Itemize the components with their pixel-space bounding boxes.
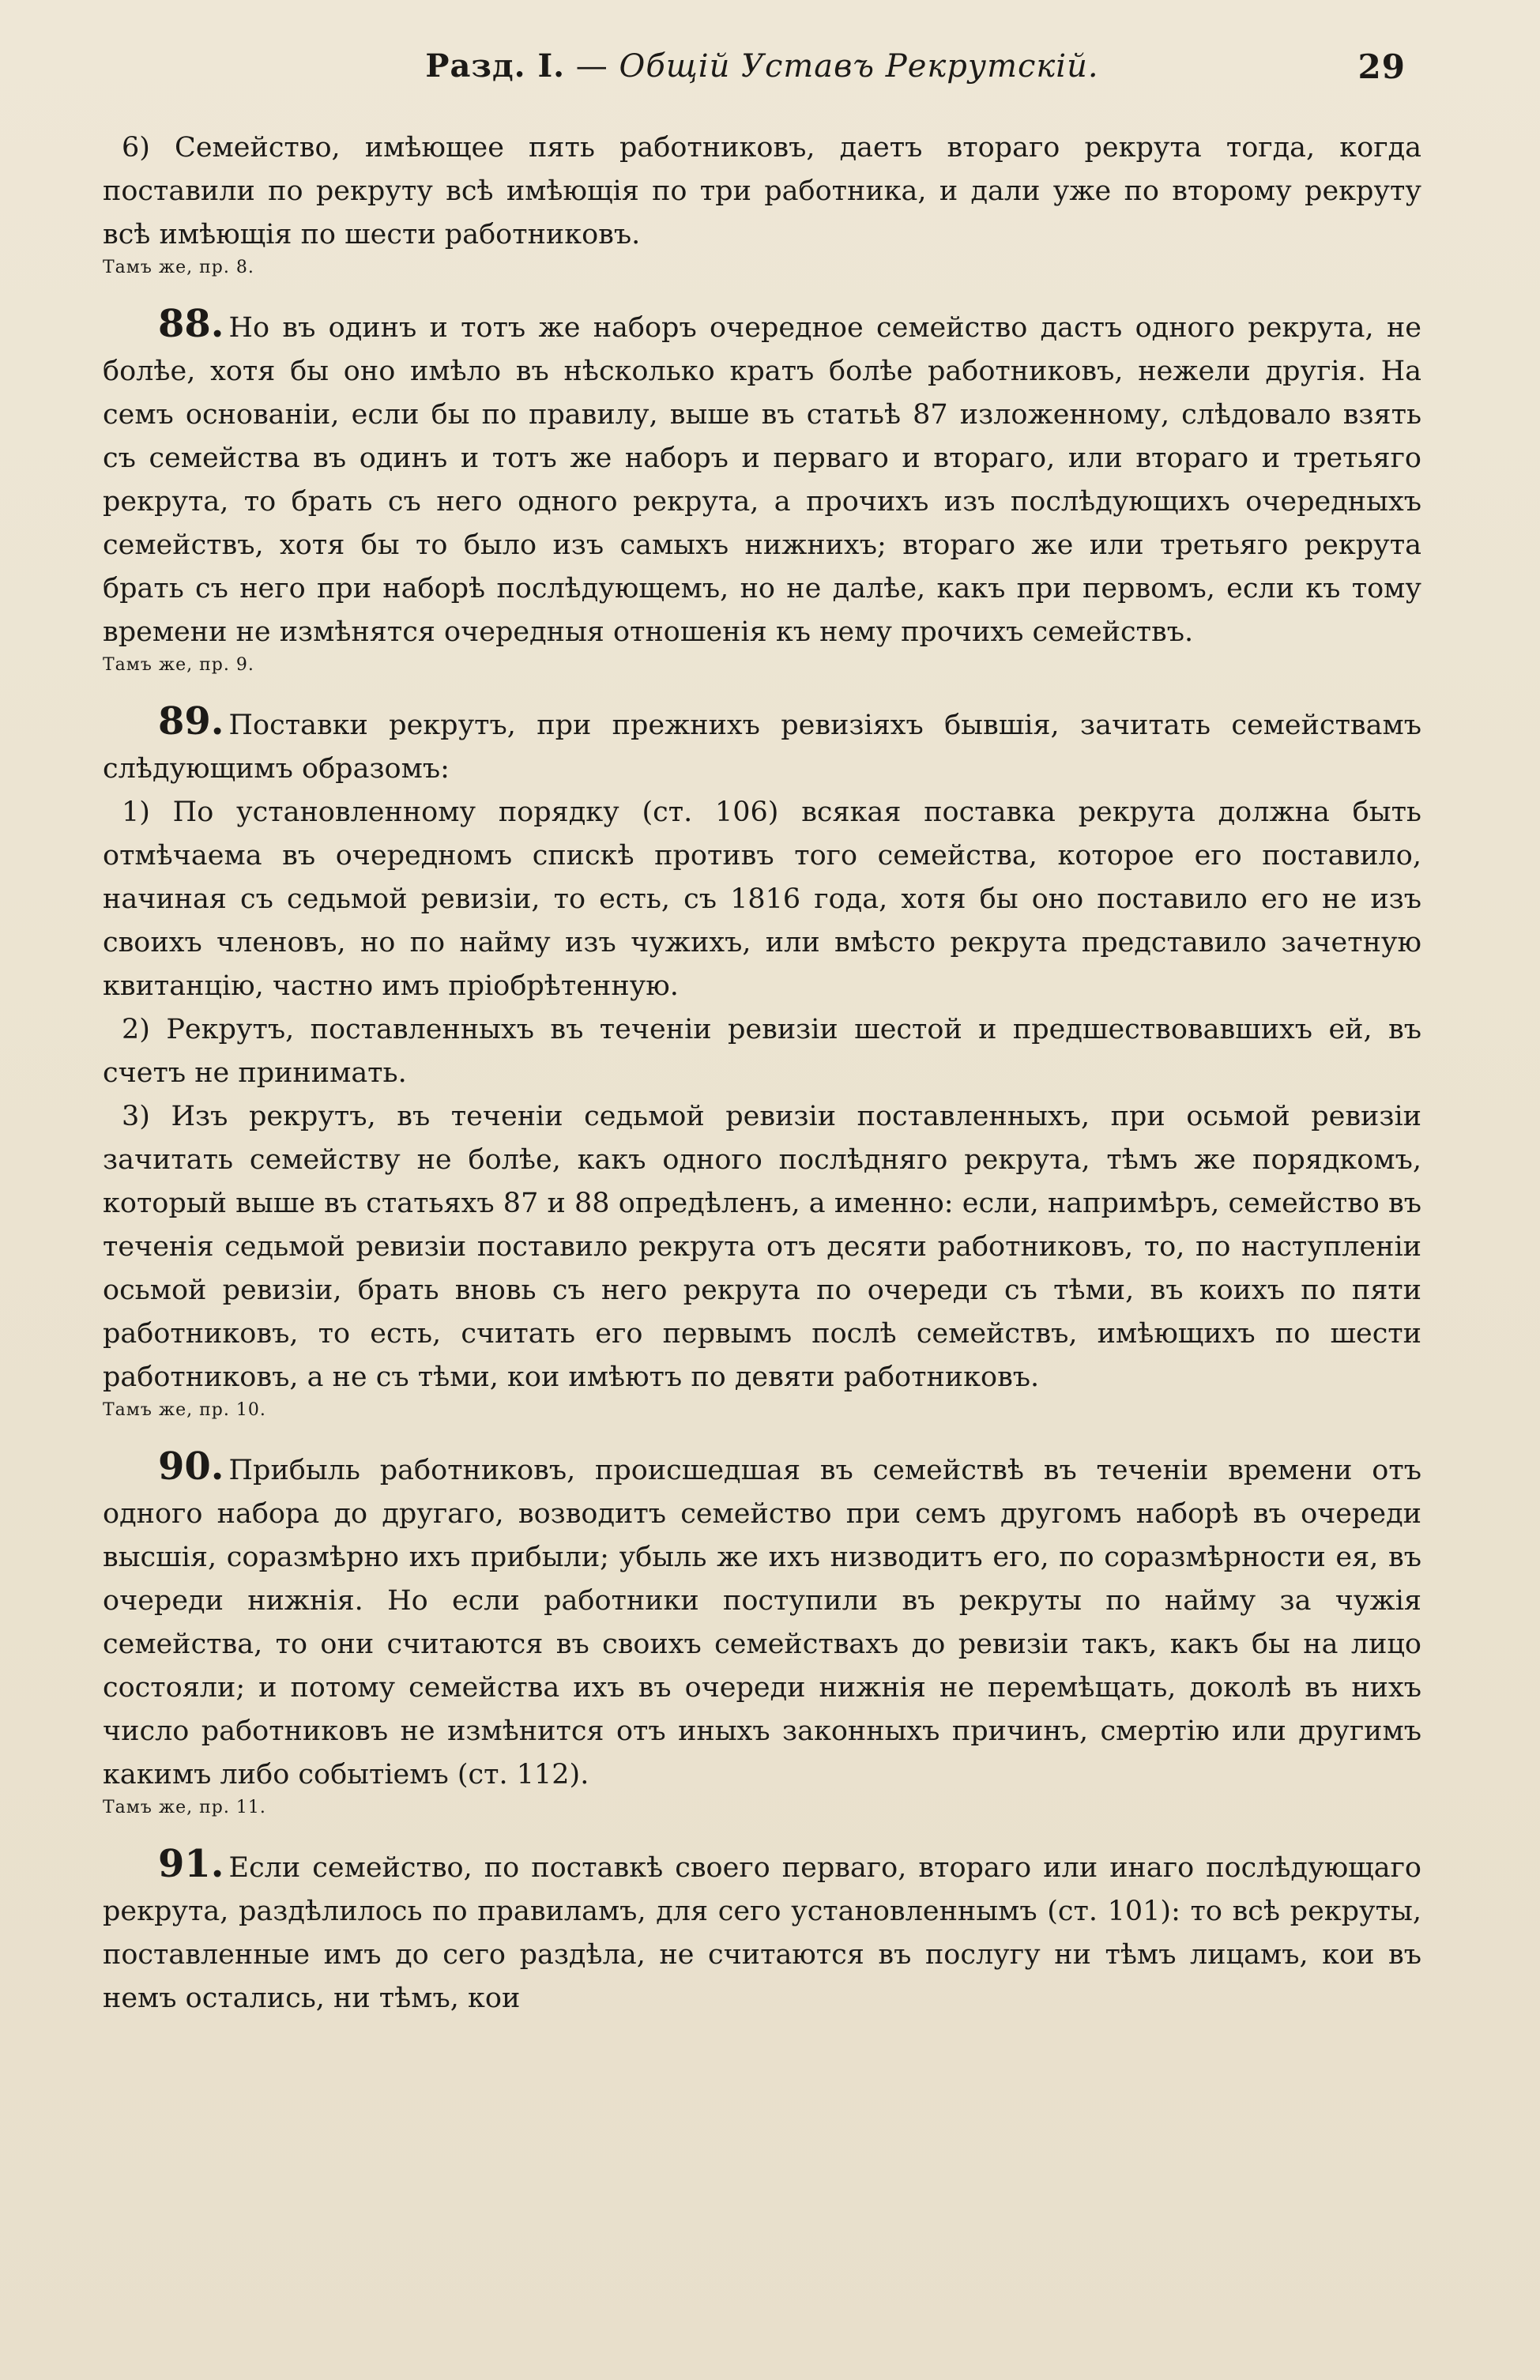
- source-note: Тамъ же, пр. 9.: [103, 655, 254, 675]
- page-number: 29: [1357, 47, 1406, 86]
- article-number: 91.: [158, 1842, 224, 1886]
- article-text: Если семейство, по поставкѣ своего перваго, втораго или инаго послѣдующаго рекрута, раздѣлилось по правиламъ, для сего установленнымъ (ст. 101): то всѣ рекруты, поставленные имъ до сего раздѣла, не считаются въ послугу ни тѣмъ лицамъ, кои въ немъ остались, ни тѣмъ, кои: [103, 1852, 1421, 2014]
- article-88: [103, 303, 1421, 676]
- source-note: Тамъ же, пр. 10.: [103, 1400, 266, 1420]
- source-note: Тамъ же, пр. 11.: [103, 1798, 266, 1817]
- article-number: 90.: [158, 1444, 224, 1489]
- item-2: 2) Рекрутъ, поставленныхъ въ теченіи ревизіи шестой и предшествовавшихъ ей, въ счетъ не принимать.: [103, 1014, 1421, 1089]
- article-text: Прибыль работниковъ, происшедшая въ семействѣ въ теченіи времени отъ одного набора до другаго, возводитъ семейство при семъ другомъ наборѣ въ очереди высшія, соразмѣрно ихъ прибыли; убыль же ихъ низводитъ его, по соразмѣрности ея, въ очереди нижнія. Но если работники поступили въ рекруты по найму за чужія семейства, то они считаются въ своихъ семействахъ до ревизіи такъ, какъ бы на лицо состояли; и потому семейства ихъ въ очереди нижнія не перемѣщать, доколѣ въ нихъ число работниковъ не измѣнится отъ иныхъ законныхъ причинъ, смертію или другимъ какимъ либо событіемъ (ст. 112).: [103, 1455, 1421, 1791]
- item-6: 6) Семейство, имѣющее пять работниковъ, даетъ втораго рекрута тогда, когда поставили по рекруту всѣ имѣющія по три работника, и дали уже по второму рекруту всѣ имѣющія по шести работниковъ.: [103, 132, 1421, 250]
- article-number: 88.: [158, 302, 224, 346]
- item-3: 3) Изъ рекрутъ, въ теченіи седьмой ревизіи поставленныхъ, при осьмой ревизіи зачитать семейству не болѣе, какъ одного послѣдняго рекрута, тѣмъ же порядкомъ, который выше въ статьяхъ 87 и 88 опредѣленъ, а именно: если, напримѣръ, семейство въ теченія седьмой ревизіи поставило рекрута отъ десяти работниковъ, то, по наступленіи осьмой ревизіи, брать вновь съ него рекрута по очереди съ тѣми, въ коихъ по пяти работниковъ, то есть, считать его первымъ послѣ семействъ, имѣющихъ по шести работниковъ, а не съ тѣми, кои имѣютъ по девяти работниковъ.: [103, 1101, 1421, 1393]
- section-label: Разд. I.: [425, 47, 566, 85]
- item-1: 1) По установленному порядку (ст. 106) всякая поставка рекрута должна быть отмѣчаема въ очередномъ спискѣ противъ того семейства, которое его поставило, начиная съ седьмой ревизіи, то есть, съ 1816 года, хотя бы оно поставило его не изъ своихъ членовъ, но по найму изъ чужихъ, или вмѣсто рекрута представило зачетную квитанцію, частно имъ пріобрѣтенную.: [103, 796, 1421, 1002]
- header-dash: —: [565, 48, 619, 85]
- chapter-title: Общій Уставъ Рекрутскій.: [619, 48, 1099, 85]
- source-note: Тамъ же, пр. 8.: [103, 258, 254, 277]
- article-91: [103, 1843, 1421, 2020]
- article-89: [103, 700, 1421, 1422]
- article-number: 89.: [158, 699, 224, 744]
- article-90: [103, 1445, 1421, 1819]
- article-text: Поставки рекрутъ, при прежнихъ ревизіяхъ бывшія, зачитать семействамъ слѣдующимъ образомъ:: [103, 710, 1421, 785]
- page-body: [103, 126, 1421, 2020]
- article-text: Но въ одинъ и тотъ же наборъ очередное семейство дастъ одного рекрута, не болѣе, хотя бы оно имѣло въ нѣсколько кратъ болѣе работниковъ, нежели другія. На семъ основаніи, если бы по правилу, выше въ статьѣ 87 изложенному, слѣдовало взять съ семейства въ одинъ и тотъ же наборъ и перваго и втораго, или втораго и третьяго рекрута, то брать съ него одного рекрута, а прочихъ изъ послѣдующихъ очередныхъ семействъ, хотя бы то было изъ самыхъ нижнихъ; втораго же или третьяго рекрута брать съ него при наборѣ послѣдующемъ, но не далѣе, какъ при первомъ, если къ тому времени не измѣнятся очередныя отношенія къ нему прочихъ семействъ.: [103, 312, 1421, 648]
- running-head: [103, 47, 1421, 126]
